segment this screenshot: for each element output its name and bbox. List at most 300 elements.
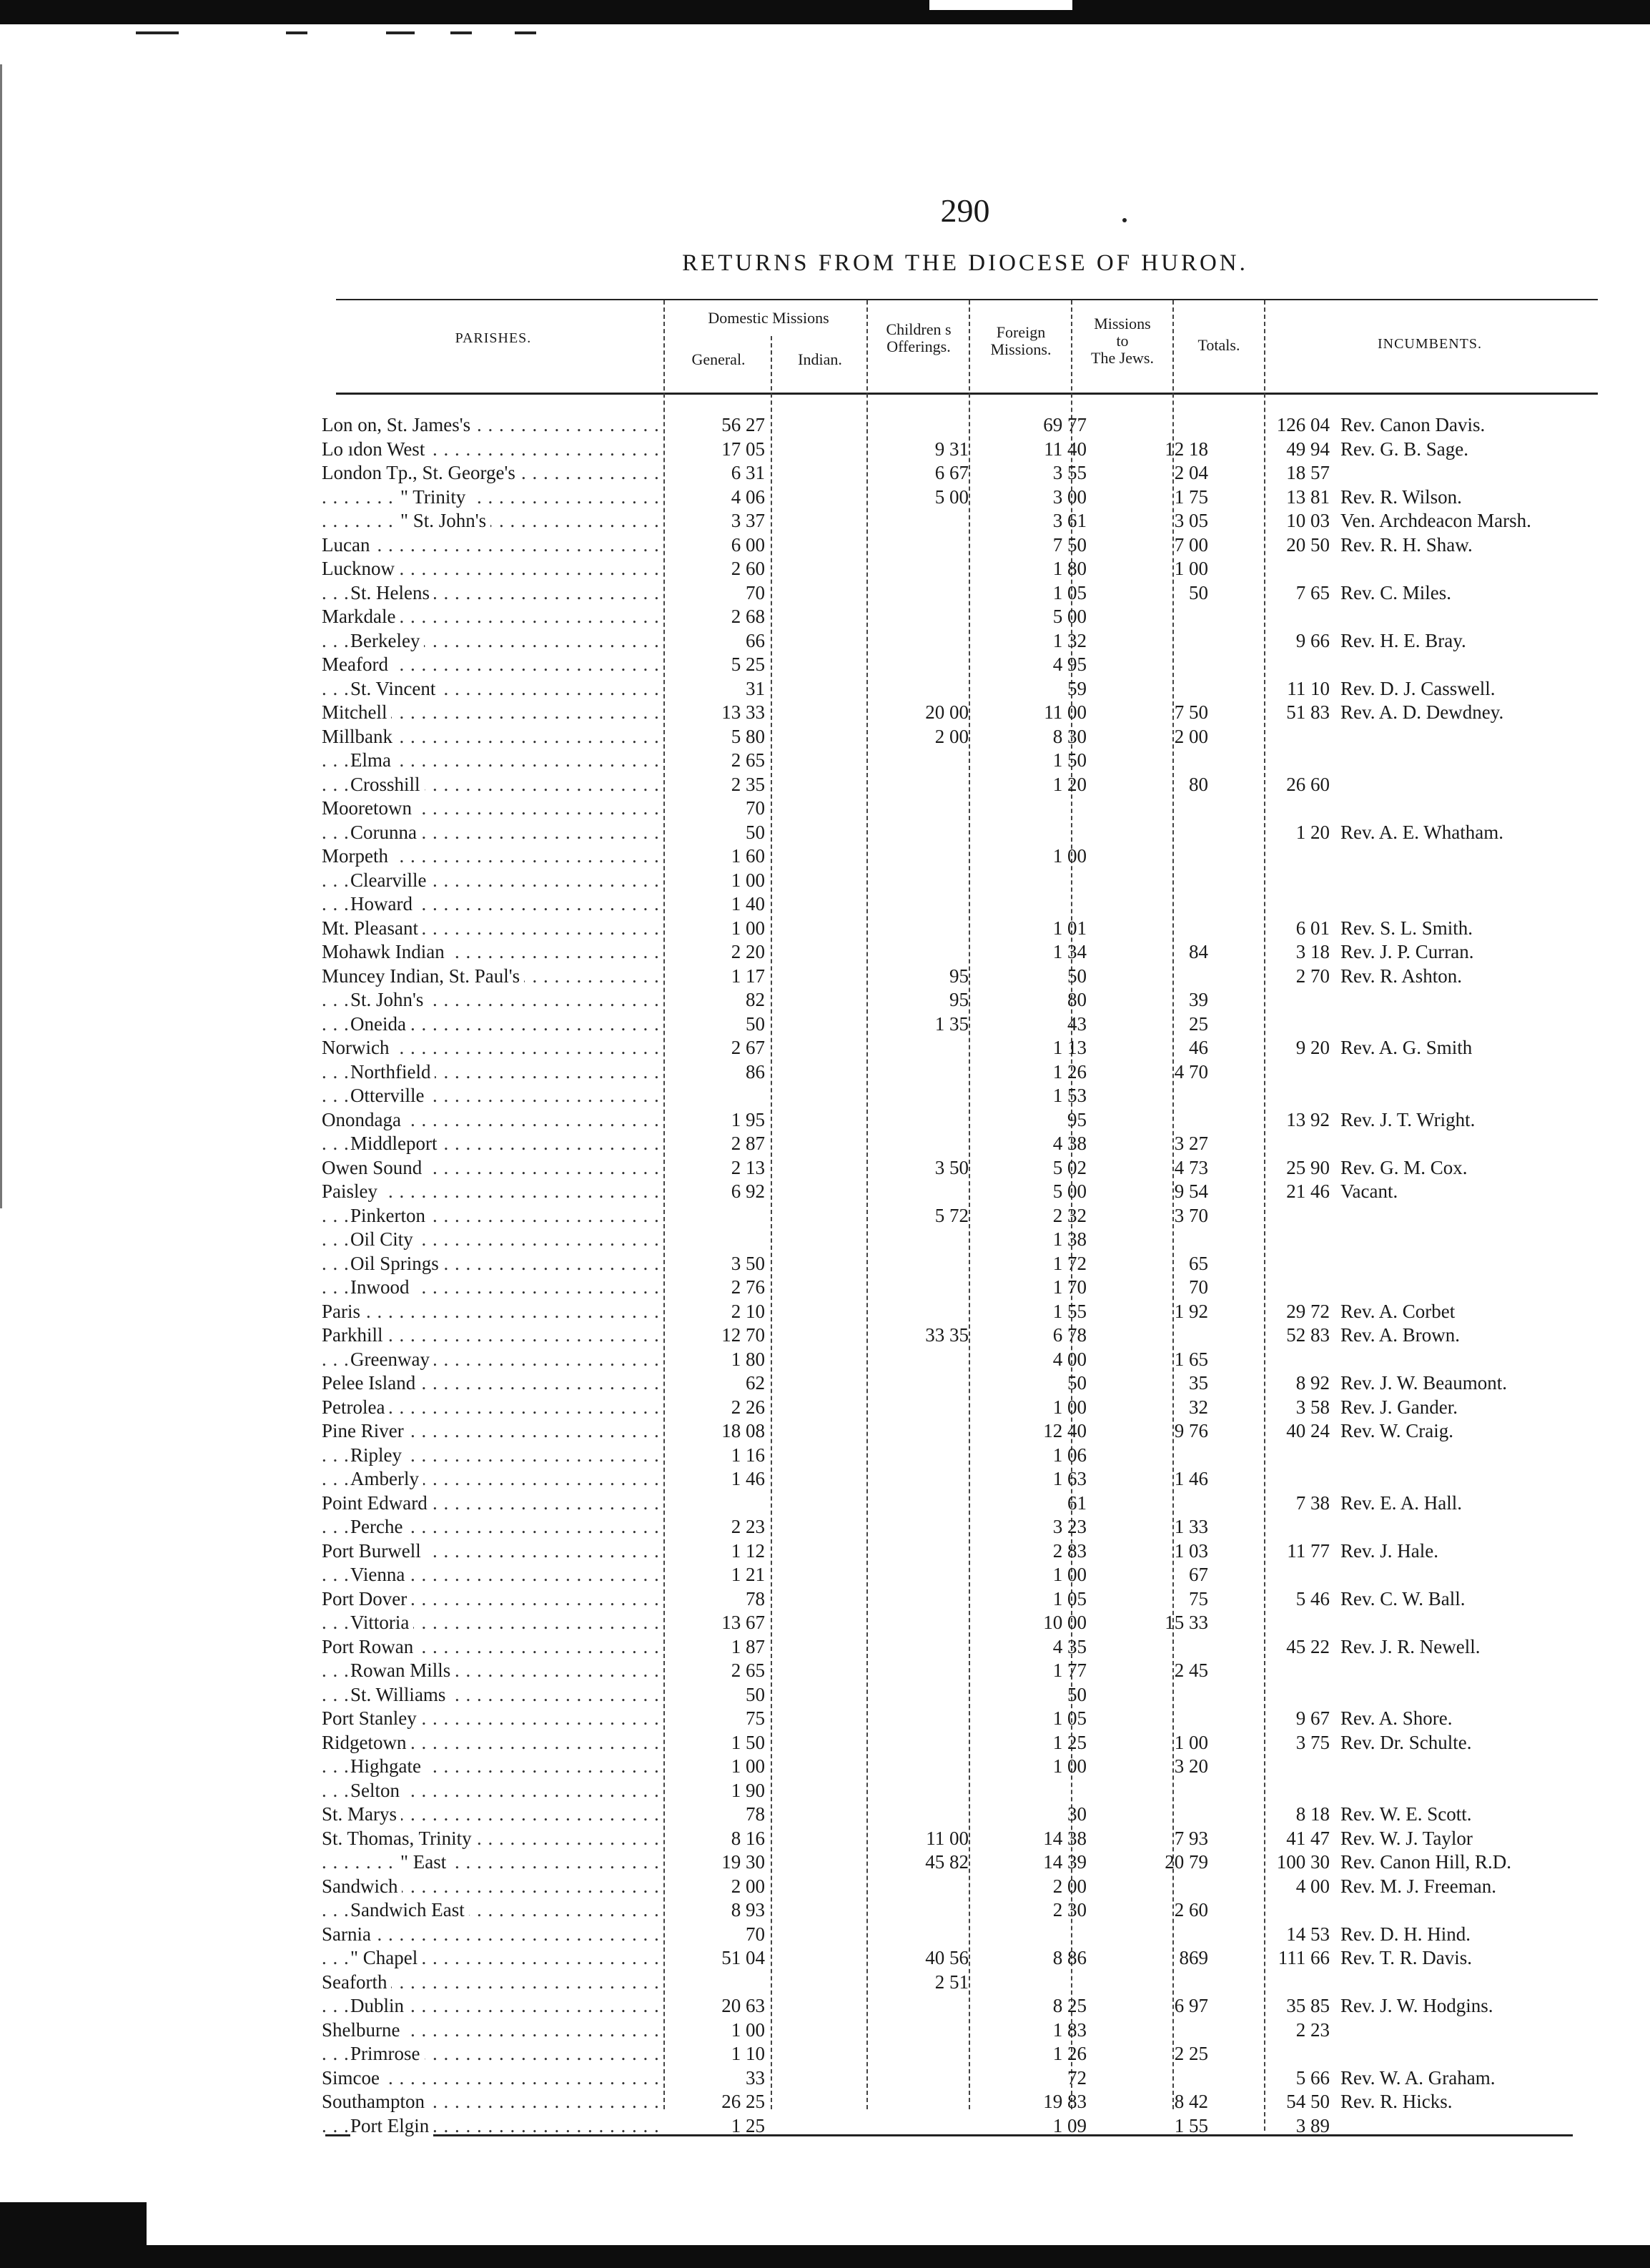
incumbent-name: Rev. M. J. Freeman. [1340, 1875, 1496, 1897]
domestic-general-amount: 82 [746, 989, 765, 1010]
table-row [322, 1587, 1609, 1612]
table-row [322, 1563, 1609, 1587]
parish-name: " Trinity . . . [322, 485, 665, 509]
missions-to-jews-amount: 12 18 [1165, 438, 1208, 460]
foreign-missions-amount: 14 38 [1043, 1827, 1087, 1849]
total-amount: 35 85 [1286, 1995, 1330, 2016]
parish-name: Markdale . . . [322, 605, 665, 628]
parish-name: St. Williams . . . [322, 1683, 665, 1707]
incumbent-name: Rev. G. M. Cox. [1340, 1156, 1468, 1178]
header-jews-3: The Jews. [1091, 349, 1154, 367]
scan-left-edge [0, 64, 2, 1208]
table-row [322, 605, 1609, 629]
scan-dash [450, 31, 472, 34]
domestic-general-amount: 31 [746, 677, 765, 699]
parish-name: Ridgetown . . . [322, 1731, 665, 1755]
foreign-missions-amount: 1 00 [1052, 845, 1087, 867]
foreign-missions-amount: 7 50 [1052, 533, 1087, 556]
foreign-missions-amount: 1 20 [1052, 773, 1087, 795]
domestic-general-amount: 1 46 [731, 1468, 765, 1489]
scan-dash [386, 31, 415, 34]
table-row [322, 1946, 1609, 1971]
table-row [322, 509, 1609, 533]
childrens-offerings-amount: 9 31 [934, 438, 969, 460]
foreign-missions-amount: 1 72 [1052, 1252, 1087, 1274]
table-row [322, 797, 1609, 821]
table-row [322, 413, 1609, 438]
incumbent-name: Rev. C. W. Ball. [1340, 1587, 1466, 1609]
domestic-general-amount: 1 25 [731, 2114, 765, 2136]
total-amount: 2 70 [1295, 965, 1330, 987]
missions-to-jews-amount: 2 04 [1174, 462, 1208, 483]
table-row [322, 1060, 1609, 1085]
parish-name: Seaforth . . . [322, 1971, 665, 1994]
missions-to-jews-amount: 2 25 [1174, 2043, 1208, 2064]
domestic-general-amount: 62 [746, 1372, 765, 1394]
table-row [322, 869, 1609, 893]
table-row [322, 1252, 1609, 1276]
foreign-missions-amount: 19 83 [1043, 2091, 1087, 2112]
header-parishes: PARISHES. [455, 330, 532, 346]
domestic-general-amount: 18 08 [721, 1420, 765, 1441]
parish-name: Mitchell . . . [322, 701, 665, 724]
table-row [322, 1539, 1609, 1564]
header-indian: Indian. [798, 350, 842, 368]
parish-name: Southampton . . . [322, 2090, 665, 2114]
missions-to-jews-amount: 2 60 [1174, 1899, 1208, 1921]
header-general: General. [691, 350, 746, 368]
table-row [322, 1611, 1609, 1635]
domestic-general-amount: 1 16 [731, 1444, 765, 1466]
missions-to-jews-amount: 4 70 [1174, 1060, 1208, 1083]
missions-to-jews-amount: 35 [1189, 1372, 1208, 1394]
total-amount: 8 92 [1295, 1372, 1330, 1394]
domestic-general-amount: 13 33 [721, 701, 765, 723]
missions-to-jews-amount: 65 [1189, 1252, 1208, 1274]
missions-to-jews-amount: 80 [1189, 773, 1208, 795]
parish-name: Dublin . . . [322, 1994, 665, 2018]
missions-to-jews-amount: 1 65 [1174, 1348, 1208, 1370]
page-title: RETURNS FROM THE DIOCESE OF HURON. [682, 250, 1248, 276]
header-jews-2: to [1116, 332, 1129, 350]
parish-name: Shelburne . . . [322, 2018, 665, 2042]
foreign-missions-amount: 4 00 [1052, 1348, 1087, 1370]
foreign-missions-amount: 8 25 [1052, 1995, 1087, 2016]
foreign-missions-amount: 1 05 [1052, 1587, 1087, 1609]
table-row [322, 1323, 1609, 1348]
missions-to-jews-amount: 1 92 [1174, 1300, 1208, 1322]
scan-top-border [0, 0, 1650, 24]
parish-name: Oneida . . . [322, 1012, 665, 1036]
incumbent-name: Vacant. [1340, 1180, 1398, 1202]
domestic-general-amount: 1 87 [731, 1635, 765, 1657]
foreign-missions-amount: 3 61 [1052, 510, 1087, 531]
incumbent-name: Rev. W. A. Graham. [1340, 2066, 1496, 2089]
table-row [322, 773, 1609, 797]
parish-name: London Tp., St. George's . . . [322, 461, 665, 485]
table-row [322, 940, 1609, 965]
missions-to-jews-amount: 9 54 [1174, 1180, 1208, 1202]
header-bottom-rule [336, 393, 1598, 395]
incumbent-name: Ven. Archdeacon Marsh. [1340, 510, 1531, 531]
parish-name: Vienna . . . [322, 1563, 665, 1587]
parish-name: Port Stanley . . . [322, 1707, 665, 1730]
parish-name: Simcoe . . . [322, 2066, 665, 2090]
domestic-general-amount: 17 05 [721, 438, 765, 460]
table-row [322, 1132, 1609, 1156]
total-amount: 14 53 [1286, 1923, 1330, 1945]
incumbent-name: Rev. R. Hicks. [1340, 2091, 1453, 2112]
table-row [322, 1994, 1609, 2018]
total-amount: 1 20 [1295, 821, 1330, 843]
table-row [322, 701, 1609, 725]
incumbent-name: Rev. E. A. Hall. [1340, 1492, 1462, 1514]
incumbent-name: Rev. W. E. Scott. [1340, 1803, 1472, 1825]
domestic-general-amount: 2 00 [731, 1875, 765, 1897]
total-amount: 54 50 [1286, 2091, 1330, 2112]
domestic-general-amount: 1 12 [731, 1539, 765, 1562]
header-incumbents: INCUMBENTS. [1377, 336, 1482, 352]
table-row [322, 844, 1609, 869]
domestic-general-amount: 6 31 [731, 462, 765, 483]
table-row [322, 1180, 1609, 1204]
returns-table-body [322, 413, 1609, 2138]
domestic-general-amount: 70 [746, 581, 765, 603]
parish-name: Oil City . . . [322, 1228, 665, 1251]
foreign-missions-amount: 69 77 [1043, 414, 1087, 435]
childrens-offerings-amount: 45 82 [925, 1851, 969, 1873]
table-row [322, 1467, 1609, 1492]
total-amount: 6 01 [1295, 917, 1330, 939]
foreign-missions-amount: 3 55 [1052, 462, 1087, 483]
table-row [322, 988, 1609, 1012]
total-amount: 2 23 [1295, 2018, 1330, 2041]
domestic-general-amount: 2 20 [731, 941, 765, 962]
domestic-general-amount: 3 37 [731, 510, 765, 531]
foreign-missions-amount: 5 00 [1052, 1180, 1087, 1202]
missions-to-jews-amount: 3 27 [1174, 1133, 1208, 1154]
incumbent-name: Rev. D. H. Hind. [1340, 1923, 1471, 1945]
domestic-general-amount: 51 04 [721, 1947, 765, 1968]
domestic-general-amount: 5 25 [731, 654, 765, 675]
parish-name: Onondaga . . . [322, 1108, 665, 1132]
incumbent-name: Rev. W. J. Taylor [1340, 1827, 1473, 1849]
parish-name: Vittoria . . . [322, 1611, 665, 1635]
foreign-missions-amount: 50 [1067, 1683, 1087, 1705]
foreign-missions-amount: 1 63 [1052, 1468, 1087, 1489]
domestic-general-amount: 13 67 [721, 1612, 765, 1633]
scan-dash [136, 31, 179, 34]
foreign-missions-amount: 1 13 [1052, 1037, 1087, 1058]
foreign-missions-amount: 80 [1067, 989, 1087, 1010]
domestic-general-amount: 8 93 [731, 1899, 765, 1921]
domestic-general-amount: 2 65 [731, 749, 765, 771]
parish-name: " St. John's . . . [322, 509, 665, 533]
parish-name: Lo ıdon West . . . [322, 438, 665, 461]
foreign-missions-amount: 1 77 [1052, 1660, 1087, 1681]
table-row [322, 1827, 1609, 1851]
parish-name: Pelee Island . . . [322, 1371, 665, 1395]
childrens-offerings-amount: 3 50 [934, 1156, 969, 1178]
parish-name: " East . . . [322, 1850, 665, 1874]
foreign-missions-amount: 5 02 [1052, 1156, 1087, 1178]
incumbent-name: Rev. A. Shore. [1340, 1707, 1453, 1729]
domestic-general-amount: 86 [746, 1060, 765, 1083]
missions-to-jews-amount: 7 50 [1174, 701, 1208, 723]
parish-name: Selton . . . [322, 1779, 665, 1803]
parish-name: St. Helens . . . [322, 581, 665, 605]
foreign-missions-amount: 4 35 [1052, 1635, 1087, 1657]
total-amount: 9 66 [1295, 629, 1330, 651]
domestic-general-amount: 20 63 [721, 1995, 765, 2016]
foreign-missions-amount: 95 [1067, 1108, 1087, 1130]
table-row [322, 2066, 1609, 2091]
total-amount: 9 67 [1295, 1707, 1330, 1729]
table-row [322, 1371, 1609, 1396]
childrens-offerings-amount: 5 00 [934, 485, 969, 508]
incumbent-name: Rev. W. Craig. [1340, 1420, 1453, 1441]
foreign-missions-amount: 61 [1067, 1492, 1087, 1514]
parish-name: Primrose . . . [322, 2042, 665, 2066]
foreign-missions-amount: 1 00 [1052, 1755, 1087, 1777]
domestic-general-amount: 6 00 [731, 533, 765, 556]
parish-name: Lucan . . . [322, 533, 665, 557]
parish-name: Mohawk Indian . . . [322, 940, 665, 964]
missions-to-jews-amount: 9 76 [1174, 1420, 1208, 1441]
total-amount: 18 57 [1286, 462, 1330, 483]
parish-name: Northfield . . . [322, 1060, 665, 1084]
foreign-missions-amount: 1 00 [1052, 1564, 1087, 1585]
incumbent-name: Rev. A. D. Dewdney. [1340, 701, 1504, 723]
incumbent-name: Rev. J. P. Curran. [1340, 941, 1474, 962]
missions-to-jews-amount: 1 03 [1174, 1539, 1208, 1562]
parish-name: Paisley . . . [322, 1180, 665, 1203]
table-row [322, 749, 1609, 773]
foreign-missions-amount: 8 30 [1052, 725, 1087, 747]
parish-name: Owen Sound . . . [322, 1156, 665, 1180]
table-row [322, 677, 1609, 701]
header-jews-1: Missions [1094, 315, 1151, 332]
parish-name: Port Elgin . . . [322, 2114, 665, 2138]
incumbent-name: Rev. D. J. Casswell. [1340, 677, 1496, 699]
parish-name: Morpeth . . . [322, 844, 665, 868]
incumbent-name: Rev. C. Miles. [1340, 581, 1451, 603]
scan-bottom-border [0, 2245, 1650, 2268]
table-row [322, 1084, 1609, 1108]
domestic-general-amount: 1 21 [731, 1564, 765, 1585]
total-amount: 51 83 [1286, 701, 1330, 723]
header-foreign-2: Missions. [990, 340, 1052, 358]
table-row [322, 2042, 1609, 2066]
total-amount: 7 38 [1295, 1492, 1330, 1514]
parish-name: Amberly . . . [322, 1467, 665, 1491]
parish-name: Lon on, St. James's . . . [322, 413, 665, 437]
missions-to-jews-amount: 25 [1189, 1012, 1208, 1035]
table-row [322, 1755, 1609, 1779]
foreign-missions-amount: 3 00 [1052, 485, 1087, 508]
total-amount: 126 04 [1276, 414, 1330, 435]
missions-to-jews-amount: 75 [1189, 1587, 1208, 1609]
table-row [322, 461, 1609, 485]
incumbent-name: Rev. R. Wilson. [1340, 485, 1462, 508]
header-domestic: Domestic Missions [708, 309, 829, 327]
total-amount: 8 18 [1295, 1803, 1330, 1825]
parish-name: Point Edward . . . [322, 1492, 665, 1515]
parish-name: Paris . . . [322, 1300, 665, 1323]
domestic-general-amount: 3 50 [731, 1252, 765, 1274]
domestic-general-amount: 2 87 [731, 1133, 765, 1154]
table-row [322, 1036, 1609, 1060]
parish-name: Crosshill . . . [322, 773, 665, 797]
foreign-missions-amount: 1 32 [1052, 629, 1087, 651]
foreign-missions-amount: 1 01 [1052, 917, 1087, 939]
table-row [322, 557, 1609, 581]
missions-to-jews-amount: 50 [1189, 581, 1208, 603]
table-row [322, 1971, 1609, 1995]
missions-to-jews-amount: 3 70 [1174, 1204, 1208, 1226]
foreign-missions-amount: 1 06 [1052, 1444, 1087, 1466]
table-row [322, 1108, 1609, 1133]
missions-to-jews-amount: 1 55 [1174, 2114, 1208, 2136]
foreign-missions-amount: 1 05 [1052, 581, 1087, 603]
table-row [322, 1012, 1609, 1037]
scan-dash [515, 31, 536, 34]
table-row [322, 1419, 1609, 1444]
childrens-offerings-amount: 40 56 [925, 1947, 969, 1968]
parish-name: Port Rowan . . . [322, 1635, 665, 1659]
table-row [322, 1731, 1609, 1755]
domestic-general-amount: 26 25 [721, 2091, 765, 2112]
parish-name: Ripley . . . [322, 1444, 665, 1467]
foreign-missions-amount: 1 25 [1052, 1731, 1087, 1753]
foreign-missions-amount: 1 26 [1052, 2043, 1087, 2064]
total-amount: 49 94 [1286, 438, 1330, 460]
table-row [322, 1659, 1609, 1683]
domestic-general-amount: 70 [746, 1923, 765, 1945]
foreign-missions-amount: 4 95 [1052, 654, 1087, 675]
total-amount: 13 81 [1286, 485, 1330, 508]
incumbent-name: Rev. A. E. Whatham. [1340, 821, 1503, 843]
table-row [322, 581, 1609, 606]
missions-to-jews-amount: 39 [1189, 989, 1208, 1010]
childrens-offerings-amount: 33 35 [925, 1324, 969, 1346]
table-row [322, 485, 1609, 510]
domestic-general-amount: 1 95 [731, 1108, 765, 1130]
incumbent-name: Rev. H. E. Bray. [1340, 629, 1466, 651]
parish-name: Pinkerton . . . [322, 1204, 665, 1228]
parish-name: Inwood . . . [322, 1276, 665, 1299]
parish-name: St. Thomas, Trinity . . . [322, 1827, 665, 1850]
domestic-general-amount: 1 00 [731, 869, 765, 891]
total-amount: 3 18 [1295, 941, 1330, 962]
foreign-missions-amount: 8 86 [1052, 1947, 1087, 1968]
domestic-general-amount: 1 10 [731, 2043, 765, 2064]
foreign-missions-amount: 1 09 [1052, 2114, 1087, 2136]
missions-to-jews-amount: 3 05 [1174, 510, 1208, 531]
total-amount: 25 90 [1286, 1156, 1330, 1178]
total-amount: 11 10 [1287, 677, 1330, 699]
parish-name: " Chapel . . . [322, 1946, 665, 1970]
parish-name: St. John's . . . [322, 988, 665, 1012]
parish-name: Meaford . . . [322, 653, 665, 676]
incumbent-name: Rev. J. Gander. [1340, 1396, 1458, 1418]
total-amount: 3 58 [1295, 1396, 1330, 1418]
parish-name: Corunna . . . [322, 821, 665, 844]
domestic-general-amount: 50 [746, 1012, 765, 1035]
scan-dash [286, 31, 307, 34]
missions-to-jews-amount: 1 33 [1174, 1516, 1208, 1537]
total-amount: 29 72 [1286, 1300, 1330, 1322]
table-row [322, 917, 1609, 941]
table-row [322, 1204, 1609, 1228]
parish-name: Lucknow . . . [322, 557, 665, 581]
domestic-general-amount: 4 06 [731, 485, 765, 508]
foreign-missions-amount: 10 00 [1043, 1612, 1087, 1633]
foreign-missions-amount: 1 83 [1052, 2018, 1087, 2041]
missions-to-jews-amount: 84 [1189, 941, 1208, 962]
childrens-offerings-amount: 5 72 [934, 1204, 969, 1226]
table-row [322, 1228, 1609, 1252]
total-amount: 21 46 [1286, 1180, 1330, 1202]
missions-to-jews-amount: 70 [1189, 1276, 1208, 1298]
table-row [322, 1875, 1609, 1899]
domestic-general-amount: 75 [746, 1707, 765, 1729]
total-amount: 26 60 [1286, 773, 1330, 795]
parish-name: Parkhill . . . [322, 1323, 665, 1347]
table-row [322, 2018, 1609, 2043]
table-row [322, 892, 1609, 917]
missions-to-jews-amount: 15 33 [1165, 1612, 1208, 1633]
incumbent-name: Rev. J. R. Newell. [1340, 1635, 1481, 1657]
incumbent-name: Rev. A. Corbet [1340, 1300, 1456, 1322]
foreign-missions-amount: 50 [1067, 1372, 1087, 1394]
total-amount: 20 50 [1286, 533, 1330, 556]
missions-to-jews-amount: 20 79 [1165, 1851, 1208, 1873]
total-amount: 7 65 [1295, 581, 1330, 603]
parish-name: Sandwich . . . [322, 1875, 665, 1898]
table-row [322, 1635, 1609, 1660]
table-row [322, 965, 1609, 989]
missions-to-jews-amount: 32 [1189, 1396, 1208, 1418]
table-row [322, 533, 1609, 558]
total-amount: 4 00 [1295, 1875, 1330, 1897]
table-row [322, 1898, 1609, 1923]
total-amount: 111 66 [1278, 1947, 1330, 1968]
domestic-general-amount: 2 65 [731, 1660, 765, 1681]
missions-to-jews-amount: 3 20 [1174, 1755, 1208, 1777]
childrens-offerings-amount: 6 67 [934, 462, 969, 483]
table-row [322, 2114, 1609, 2139]
domestic-general-amount: 33 [746, 2066, 765, 2089]
foreign-missions-amount: 2 30 [1052, 1899, 1087, 1921]
missions-to-jews-amount: 2 45 [1174, 1660, 1208, 1681]
childrens-offerings-amount: 11 00 [926, 1827, 969, 1849]
missions-to-jews-amount: 7 93 [1174, 1827, 1208, 1849]
parish-name: Howard . . . [322, 892, 665, 916]
ink-dot [1122, 218, 1127, 222]
incumbent-name: Rev. R. H. Shaw. [1340, 533, 1473, 556]
domestic-general-amount: 1 40 [731, 893, 765, 914]
incumbent-name: Rev. Canon Hill, R.D. [1340, 1851, 1511, 1873]
domestic-general-amount: 2 26 [731, 1396, 765, 1418]
table-row [322, 1850, 1609, 1875]
table-row [322, 1156, 1609, 1180]
header-foreign-1: Foreign [996, 323, 1046, 341]
domestic-general-amount: 2 23 [731, 1516, 765, 1537]
domestic-general-amount: 2 10 [731, 1300, 765, 1322]
childrens-offerings-amount: 1 35 [934, 1012, 969, 1035]
incumbent-name: Rev. T. R. Davis. [1340, 1947, 1472, 1968]
